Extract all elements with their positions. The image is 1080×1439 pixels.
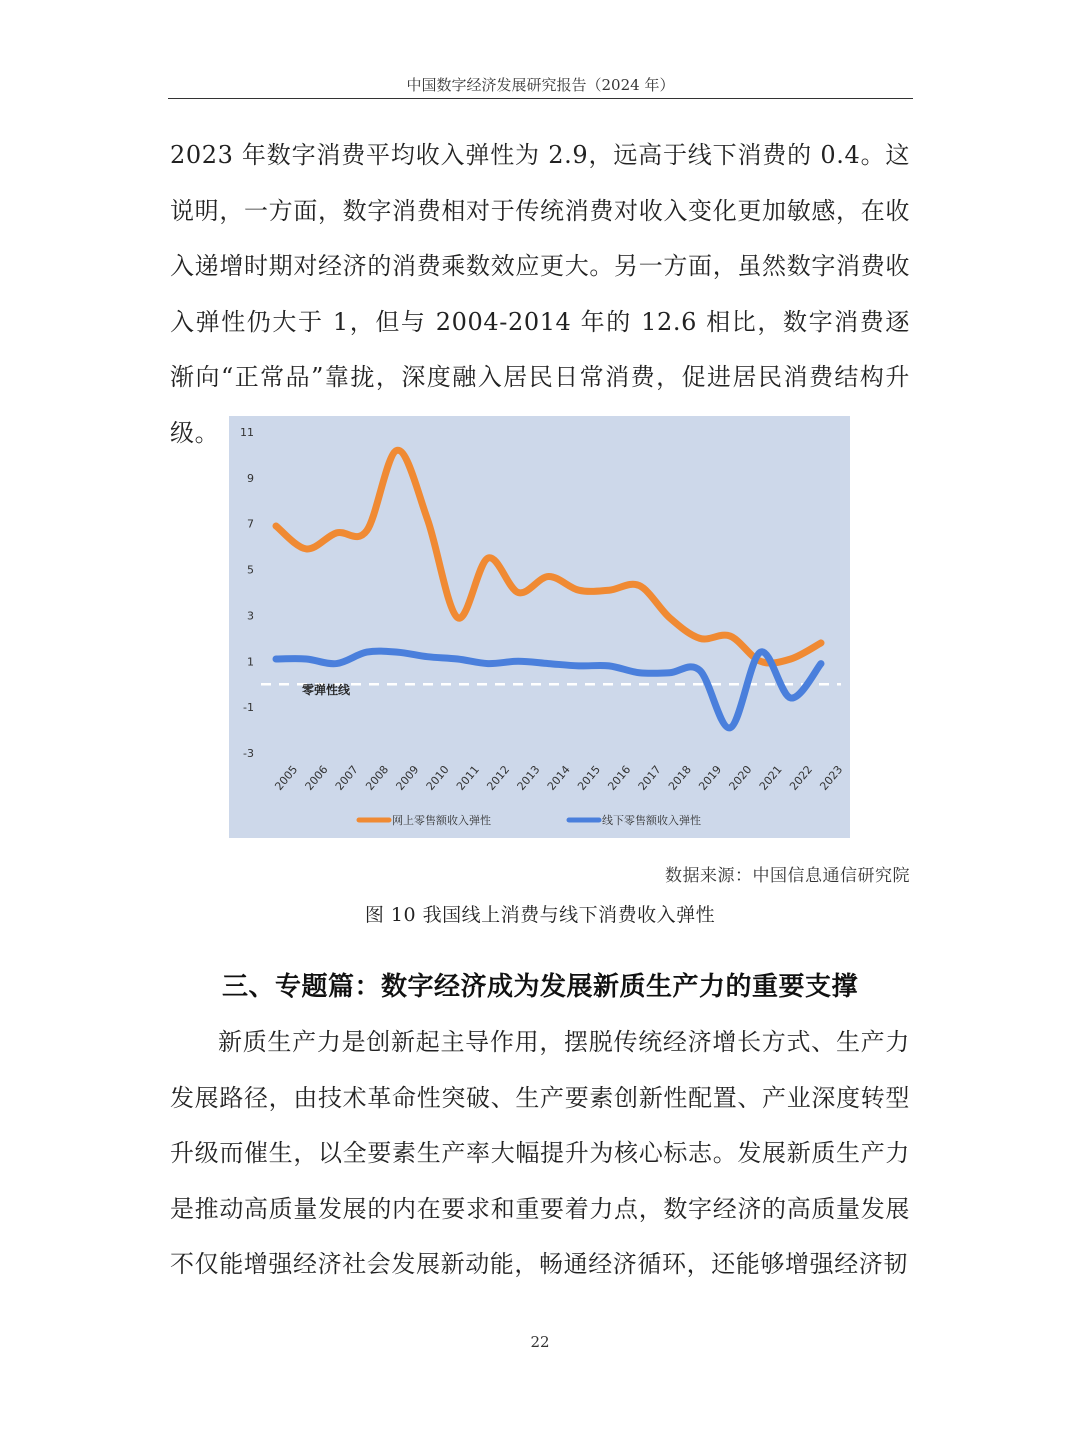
series-line-0 bbox=[276, 450, 821, 663]
legend-label-0: 网上零售额收入弹性 bbox=[392, 814, 491, 827]
figure-caption: 图 10 我国线上消费与线下消费收入弹性 bbox=[364, 904, 716, 926]
x-tick-label: 2005 bbox=[272, 763, 301, 793]
x-tick-label: 2017 bbox=[635, 763, 664, 793]
y-tick-label: 5 bbox=[247, 563, 254, 577]
x-tick-label: 2020 bbox=[726, 763, 755, 793]
elasticity-line-chart bbox=[229, 416, 850, 838]
paragraph-2: 新质生产力是创新起主导作用，摆脱传统经济增长方式、生产力发展路径，由技术革命性突破、生产要素创新性配置、产业深度转型升级而催生，以全要素生产率大幅提升为核心标志。发展新质生产力是推动高质量发展的内在要求和重要着力点，数字经济的高质量发展不仅能增强经济社会发展新动能，畅通经济循环，还能够增强经济韧 bbox=[170, 1028, 910, 1279]
y-tick-label: -3 bbox=[243, 747, 254, 760]
x-tick-label: 2006 bbox=[302, 763, 331, 793]
paragraph-1: 2023 年数字消费平均收入弹性为 2.9，远高于线下消费的 0.4。这说明，一方面，数字消费相对于传统消费对收入变化更加敏感，在收入递增时期对经济的消费乘数效应更大。另一方面，虽然数字消费收入弹性仍大于 1，但与 2004-2014 年的 12.6 相比，数字消费逐渐向“正常品”靠拢，深度融入居民日常消费，促进居民消费结构升级。 bbox=[170, 141, 910, 447]
y-tick-label: 9 bbox=[247, 471, 254, 485]
y-tick-label: 3 bbox=[247, 609, 254, 623]
y-tick-label: 1 bbox=[247, 655, 254, 669]
x-tick-label: 2022 bbox=[787, 763, 816, 793]
x-tick-label: 2023 bbox=[817, 763, 846, 793]
data-source-note: 数据来源：中国信息通信研究院 bbox=[665, 866, 910, 886]
header-rule bbox=[168, 98, 913, 99]
series-line-1 bbox=[276, 651, 821, 728]
zero-elasticity-label: 零弹性线 bbox=[302, 683, 351, 698]
x-tick-label: 2019 bbox=[696, 763, 725, 793]
y-tick-label: 7 bbox=[247, 517, 254, 531]
legend-label-1: 线下零售额收入弹性 bbox=[602, 814, 701, 827]
x-tick-label: 2012 bbox=[484, 763, 513, 793]
x-tick-label: 2021 bbox=[756, 763, 785, 793]
x-tick-label: 2007 bbox=[332, 763, 361, 793]
x-tick-label: 2011 bbox=[454, 763, 482, 793]
x-tick-label: 2016 bbox=[605, 763, 634, 793]
x-tick-label: 2010 bbox=[423, 763, 452, 793]
y-tick-label: 11 bbox=[240, 426, 254, 439]
running-header: 中国数字经济发展研究报告（2024 年） bbox=[406, 76, 675, 94]
chart-svg bbox=[229, 416, 850, 838]
x-tick-label: 2014 bbox=[544, 763, 573, 793]
x-tick-label: 2008 bbox=[363, 763, 392, 793]
x-tick-label: 2009 bbox=[393, 763, 422, 793]
x-tick-label: 2015 bbox=[575, 763, 604, 793]
page-number: 22 bbox=[530, 1333, 550, 1351]
x-tick-label: 2018 bbox=[665, 763, 694, 793]
y-tick-label: -1 bbox=[243, 701, 254, 715]
section-title: 三、专题篇：数字经济成为发展新质生产力的重要支撑 bbox=[221, 972, 858, 1002]
x-tick-label: 2013 bbox=[514, 763, 543, 793]
